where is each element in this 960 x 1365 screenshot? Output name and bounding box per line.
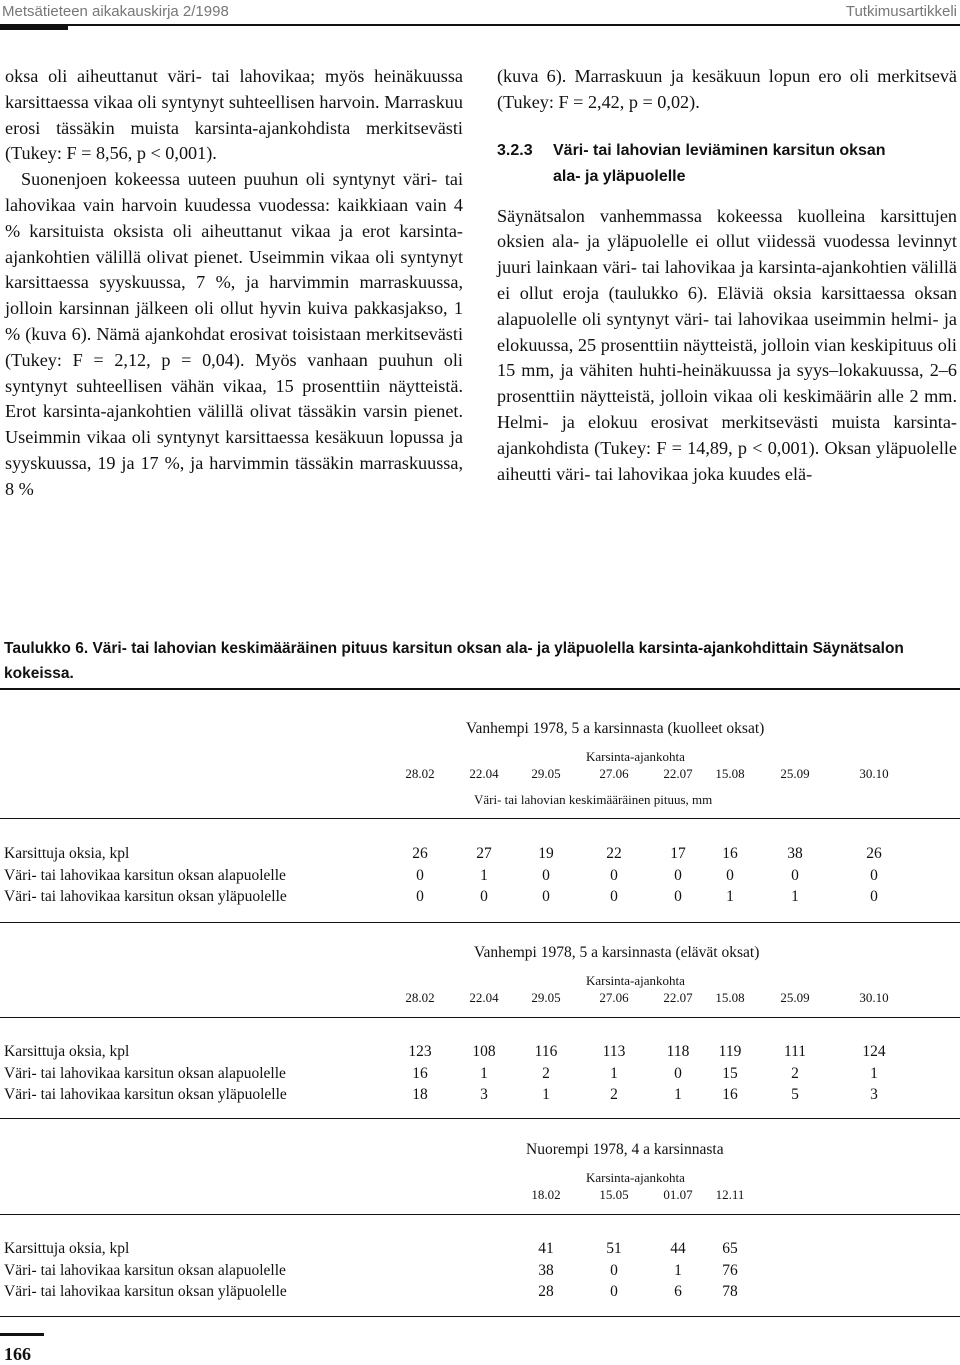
table-rule <box>0 1214 960 1215</box>
page-header <box>0 0 960 24</box>
table-cell: 2 <box>542 1064 550 1082</box>
table-cell: 27 <box>476 845 492 862</box>
table-rule <box>0 922 960 923</box>
table-row <box>4 1283 954 1305</box>
table-top-rule <box>0 688 960 690</box>
table-cell: 6 <box>674 1283 682 1300</box>
table-date: 29.05 <box>531 766 561 781</box>
paragraph: Suonenjoen kokeessa uuteen puuhun oli syntynyt väri- tai lahovikaa vain harvoin kuudessa vuodessa: kaikkiaan vain 4 % karsituista oksista oli aiheuttanut vikaa ja erot karsinta-ajankohtien välillä olivat pienet. Useimmin vikaa oli syntynyt karsittaessa syyskuussa, 7 %, ja harvimmin marraskuussa, jolloin karsinnan jälkeen oli ollut hyvin kuiva pakkasjakso, 1 % (kuva 6). Nämä ajankohdat erosivat toisistaan merkitsevästi (Tukey: F = 2,12, p = 0,04). Myös vanhaan puuhun oli syntynyt suhteellisen vähän vikaa, 15 prosenttiin näytteistä. Erot karsinta-ajankohtien välillä olivat tässäkin varsin pienet. Useimmin vikaa oli syntynyt karsittaessa kesäkuun lopussa ja syyskuussa, 19 ja 17 %, ja harvimmin tässäkin marraskuussa, 8 % <box>5 169 463 499</box>
table-row <box>4 888 954 910</box>
journal-title: Metsätieteen aikakauskirja 2/1998 <box>2 3 229 20</box>
table-date: 22.04 <box>469 990 499 1005</box>
table-cell: 65 <box>722 1240 738 1257</box>
table-cell: 78 <box>722 1283 738 1300</box>
table-cell: 16 <box>722 845 738 862</box>
table-date: 30.10 <box>859 990 889 1005</box>
table-row <box>4 1065 954 1087</box>
table-cell: 5 <box>791 1086 799 1103</box>
table-cell: 3 <box>870 1086 878 1103</box>
table-cell: 51 <box>606 1240 622 1257</box>
table-date: 27.06 <box>599 766 629 781</box>
left-column <box>5 64 463 503</box>
table-date: 28.02 <box>405 990 435 1005</box>
table-cell: 44 <box>670 1240 686 1257</box>
table-cell: 1 <box>610 1064 618 1082</box>
table-date: 28.02 <box>405 766 435 781</box>
table-cell: 0 <box>674 866 682 884</box>
table-cell: 0 <box>416 866 424 884</box>
table-rule <box>0 1316 960 1317</box>
table-subheader: Karsinta-ajankohta <box>586 973 685 988</box>
table-cell: 1 <box>726 888 734 905</box>
table-row-label: Karsittuja oksia, kpl <box>4 845 130 862</box>
table-row <box>4 867 954 889</box>
table-subheader: Karsinta-ajankohta <box>586 1170 685 1185</box>
section-number: 3.2.3 <box>497 141 533 159</box>
table-rule <box>0 818 960 819</box>
table-row <box>4 845 954 867</box>
table-cell: 76 <box>722 1261 738 1279</box>
table-row-label: Karsittuja oksia, kpl <box>4 1240 130 1257</box>
table-cell: 0 <box>870 888 878 905</box>
table-cell: 0 <box>610 866 618 884</box>
table-date: 29.05 <box>531 990 561 1005</box>
right-column <box>497 64 957 487</box>
table-date: 12.11 <box>715 1187 745 1202</box>
table-date: 18.02 <box>531 1187 561 1202</box>
table-subheader: Karsinta-ajankohta <box>586 749 685 764</box>
table-caption <box>4 636 958 686</box>
table-cell: 1 <box>870 1064 878 1082</box>
table-cell: 19 <box>538 845 554 862</box>
table-cell: 0 <box>674 1064 682 1082</box>
table-cell: 1 <box>542 1086 550 1103</box>
table-cell: 2 <box>791 1064 799 1082</box>
table-date: 27.06 <box>599 990 629 1005</box>
table-date: 22.07 <box>663 766 693 781</box>
table-row-label: Karsittuja oksia, kpl <box>4 1043 130 1060</box>
table-cell: 0 <box>416 888 424 905</box>
table-row <box>4 1240 954 1262</box>
table-cell: 113 <box>602 1043 626 1060</box>
table-cell: 1 <box>674 1261 682 1279</box>
table-row-label: Väri- tai lahovikaa karsitun oksan alapuolelle <box>4 866 286 884</box>
table-cell: 118 <box>666 1043 690 1060</box>
table-cell: 38 <box>787 845 803 862</box>
table-date: 22.07 <box>663 990 693 1005</box>
table-row <box>4 1262 954 1284</box>
table-cell: 18 <box>412 1086 428 1103</box>
table-cell: 0 <box>610 1283 618 1300</box>
table-date: 15.08 <box>715 766 745 781</box>
page-number: 166 <box>4 1344 31 1364</box>
section-heading-line1: Väri- tai lahovian leviäminen karsitun oksan <box>553 141 886 159</box>
table-cell: 1 <box>480 866 488 884</box>
table-date: 25.09 <box>780 990 810 1005</box>
table-row <box>4 1043 954 1065</box>
table-row-label: Väri- tai lahovikaa karsitun oksan yläpuolelle <box>4 1086 287 1103</box>
table-cell: 0 <box>791 866 799 884</box>
table-row-label: Väri- tai lahovikaa karsitun oksan alapuolelle <box>4 1261 286 1279</box>
header-rule <box>0 24 960 26</box>
table-caption-label: Taulukko 6. <box>4 640 89 657</box>
table-cell: 123 <box>408 1043 432 1060</box>
table-cell: 16 <box>722 1086 738 1103</box>
table-note: Väri- tai lahovian keskimääräinen pituus, mm <box>474 792 713 807</box>
table-cell: 26 <box>412 845 428 862</box>
table-cell: 1 <box>791 888 799 905</box>
table-cell: 41 <box>538 1240 554 1257</box>
table-row-label: Väri- tai lahovikaa karsitun oksan yläpuolelle <box>4 1283 287 1300</box>
table-date: 01.07 <box>663 1187 693 1202</box>
table-cell: 0 <box>542 888 550 905</box>
table-cell: 119 <box>718 1043 742 1060</box>
table-date: 15.08 <box>715 990 745 1005</box>
table-cell: 1 <box>674 1086 682 1103</box>
table-date: 25.09 <box>780 766 810 781</box>
article-type: Tutkimusartikkeli <box>845 3 957 20</box>
table-cell: 28 <box>538 1283 554 1300</box>
section-heading <box>497 138 957 190</box>
table-rule <box>0 1118 960 1119</box>
table-row-label: Väri- tai lahovikaa karsitun oksan alapuolelle <box>4 1064 286 1082</box>
paragraph: Säynätsalon vanhemmassa kokeessa kuolleina karsittujen oksien ala- ja yläpuolelle ei ollut viidessä vuodessa levinnyt juuri lainkaan väri- tai lahovikaa ja karsinta-ajankohtien välillä ei ollut eroja (taulukko 6). Eläviä oksia karsittaessa oksan alapuolelle oli syntynyt väri- tai lahovikaa useimmin helmi- ja elokuussa, 25 prosenttiin näytteistä, jolloin vian keskipituus oli 15 mm, ja vähiten huhti-heinäkuussa ja syys–lokakuussa, 2–6 prosenttiin näytteistä, jolloin vikaa oli keskimäärin alle 2 mm. Helmi- ja elokuu erosivat merkitsevästi muista karsinta-ajankohdista (Tukey: F = 14,89, p < 0,001). Oksan yläpuolelle aiheutti väri- tai lahovikaa joka kuudes elä- <box>497 205 957 484</box>
table-cell: 108 <box>472 1043 496 1060</box>
table-row-label: Väri- tai lahovikaa karsitun oksan yläpuolelle <box>4 888 287 905</box>
table-rule <box>0 1017 960 1018</box>
table-cell: 116 <box>534 1043 558 1060</box>
section-heading-line2: ala- ja yläpuolelle <box>553 167 686 185</box>
table-cell: 0 <box>610 1261 618 1279</box>
table-cell: 15 <box>722 1064 738 1082</box>
table-cell: 0 <box>870 866 878 884</box>
footer-rule <box>0 1333 44 1336</box>
table-cell: 124 <box>862 1043 886 1060</box>
table-cell: 0 <box>726 866 734 884</box>
table-cell: 2 <box>610 1086 618 1103</box>
paragraph: oksa oli aiheuttanut väri- tai lahovikaa; myös heinäkuussa karsittaessa vikaa oli syntynyt suhteellisen harvoin. Marraskuu erosi tässäkin muista karsinta-ajankohdista merkitsevästi (Tukey: F = 8,56, p < 0,001). <box>5 66 463 164</box>
table-cell: 1 <box>480 1064 488 1082</box>
table-section-title: Vanhempi 1978, 5 a karsinnasta (elävät oksat) <box>474 944 760 961</box>
table-cell: 22 <box>606 845 622 862</box>
table-cell: 16 <box>412 1064 428 1082</box>
header-rule-accent <box>0 24 68 30</box>
table-cell: 26 <box>866 845 882 862</box>
table-section-title: Nuorempi 1978, 4 a karsinnasta <box>526 1141 724 1158</box>
table-caption-text: Väri- tai lahovian keskimääräinen pituus karsitun oksan ala- ja yläpuolella karsinta-ajankohdittain Säynätsalon kokeissa. <box>4 640 904 682</box>
paragraph: (kuva 6). Marraskuun ja kesäkuun lopun ero oli merkitsevä (Tukey: F = 2,42, p = 0,02). <box>497 66 957 112</box>
table-date: 22.04 <box>469 766 499 781</box>
table-cell: 111 <box>783 1043 807 1060</box>
table-row <box>4 1086 954 1108</box>
table-section-title: Vanhempi 1978, 5 a karsinnasta (kuolleet oksat) <box>466 720 765 737</box>
table-cell: 0 <box>542 866 550 884</box>
table-cell: 0 <box>610 888 618 905</box>
table-date: 15.05 <box>599 1187 629 1202</box>
table-cell: 0 <box>480 888 488 905</box>
table-date: 30.10 <box>859 766 889 781</box>
table-cell: 17 <box>670 845 686 862</box>
table-cell: 3 <box>480 1086 488 1103</box>
table-cell: 0 <box>674 888 682 905</box>
table-cell: 38 <box>538 1261 554 1279</box>
